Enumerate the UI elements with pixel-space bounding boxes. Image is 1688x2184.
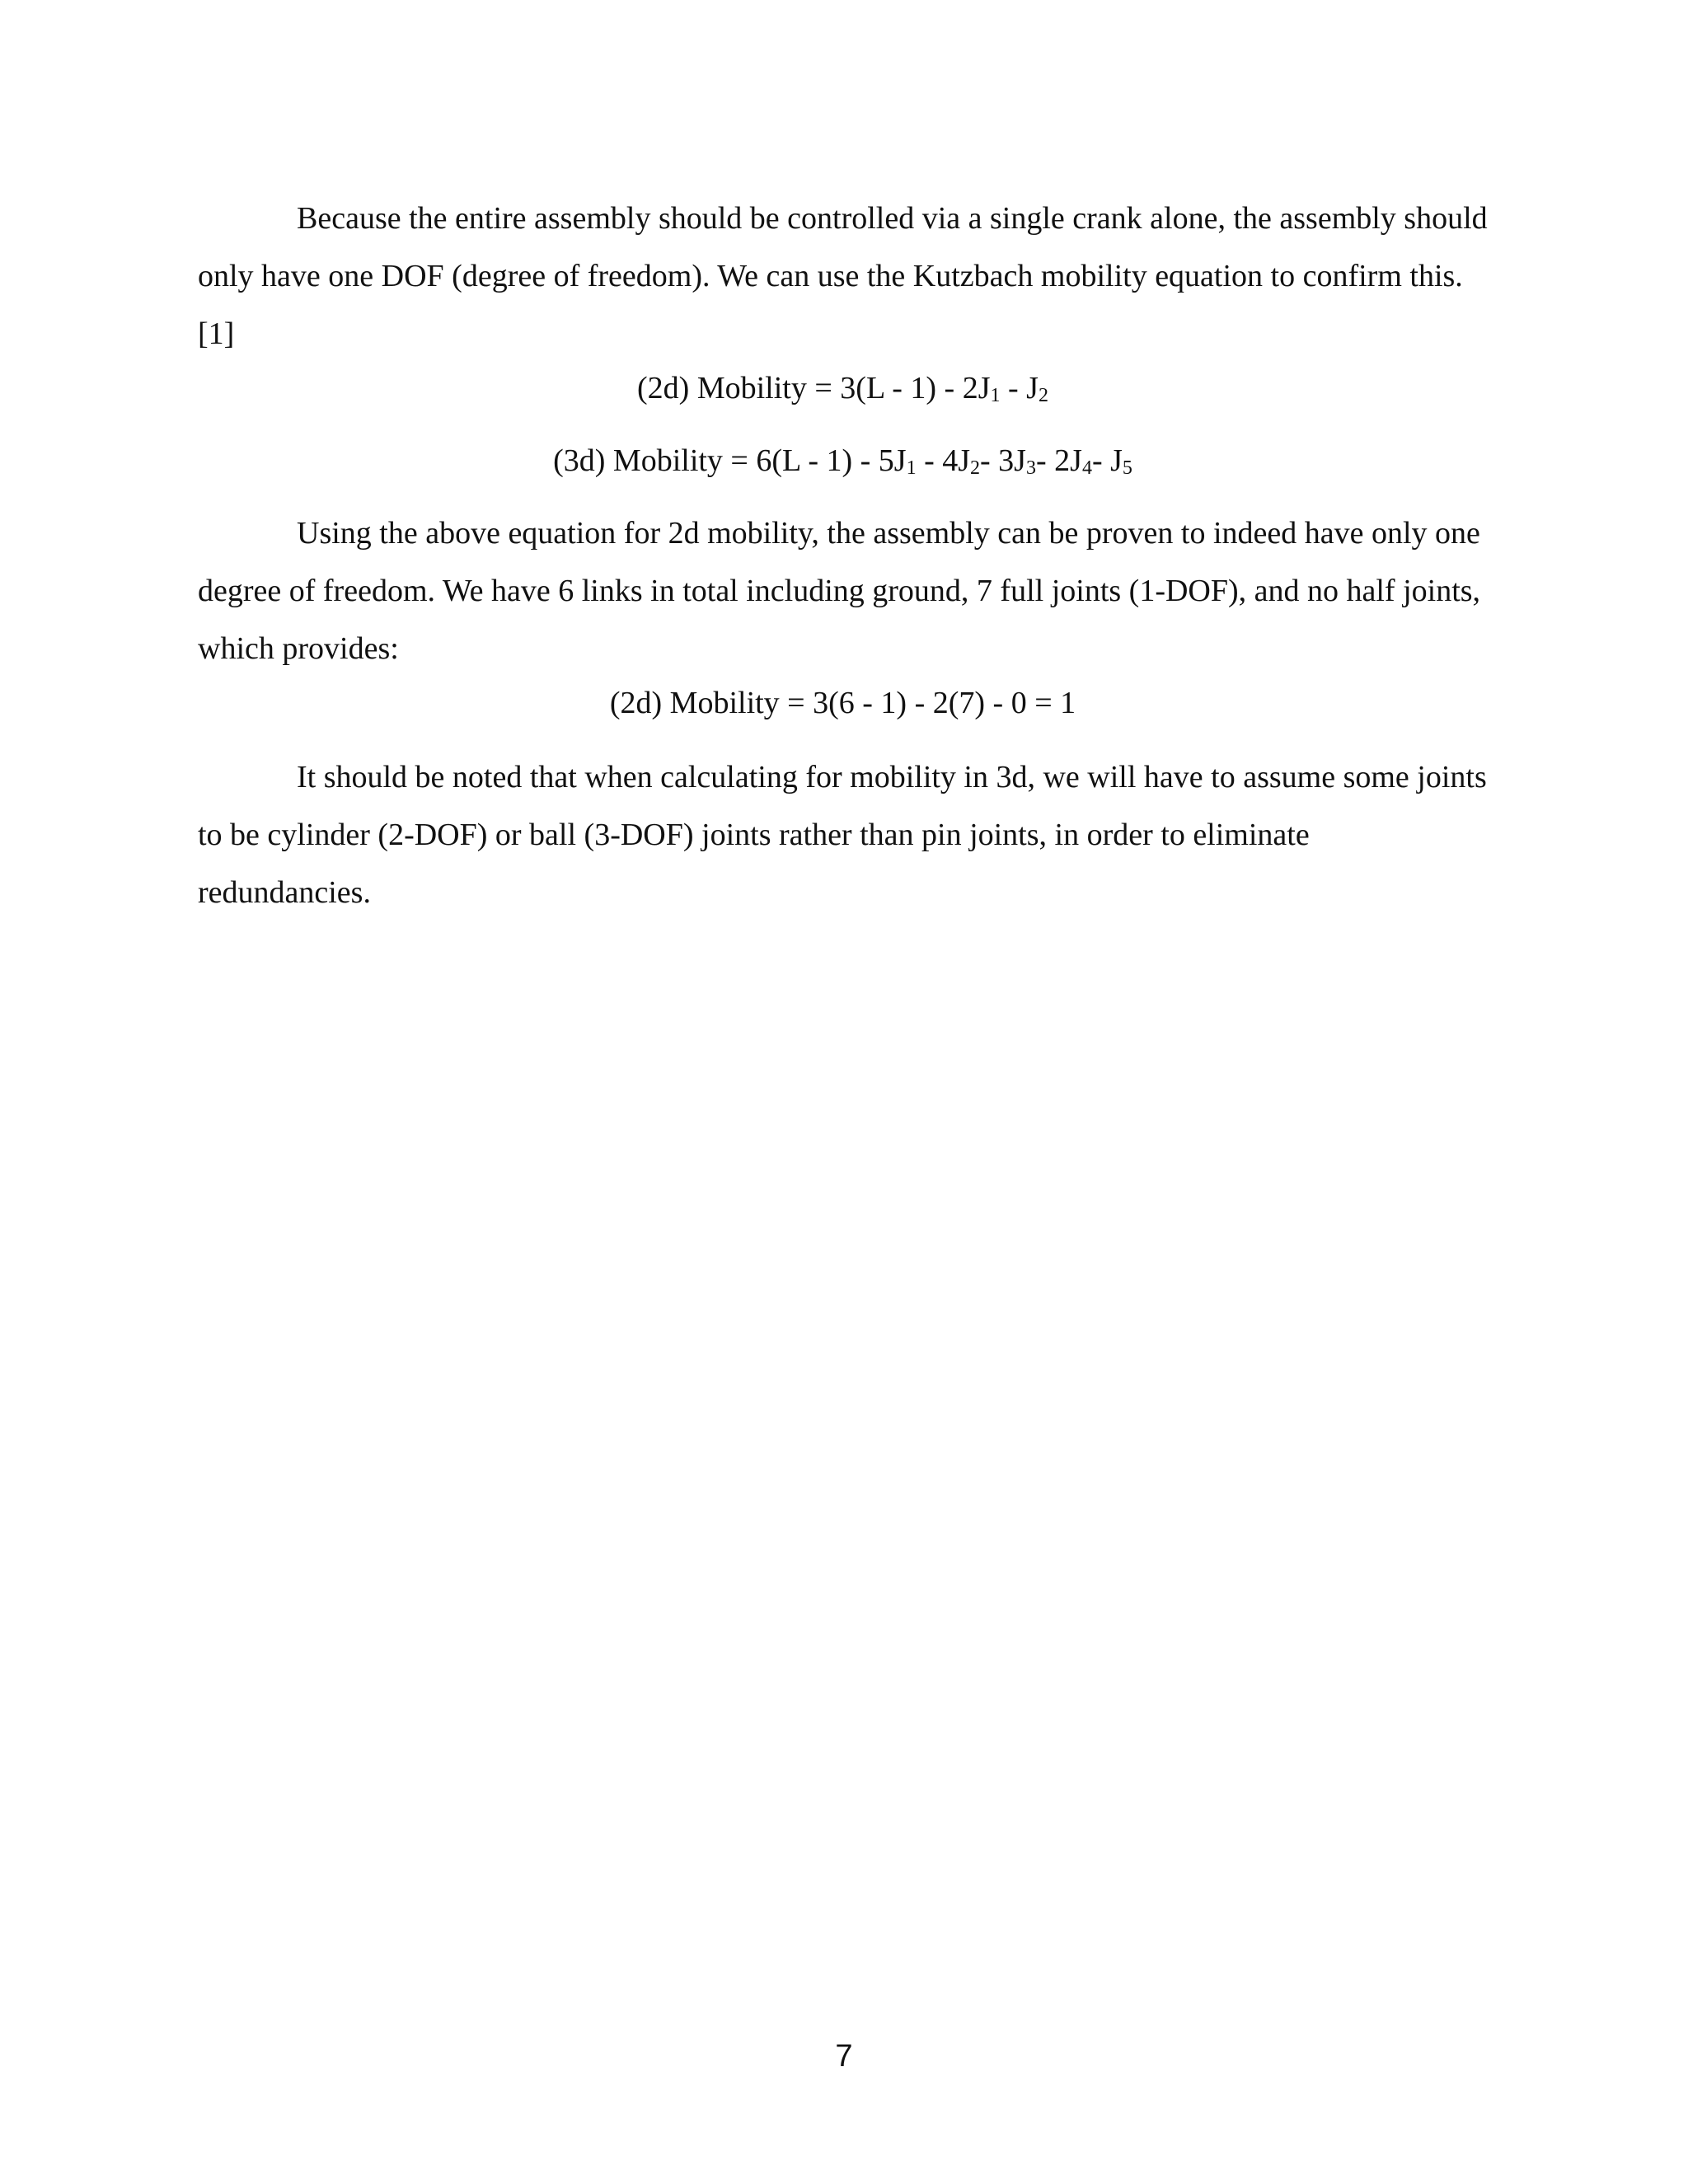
equation-2d-mobility-result: (2d) Mobility = 3(6 - 1) - 2(7) - 0 = 1 xyxy=(609,686,1076,720)
paragraph-intro xyxy=(198,190,1488,363)
equation-3d-sub2: 2 xyxy=(970,457,981,479)
paragraph-proof-text: Using the above equation for 2d mobility, the assembly can be proven to indeed have only one degree of freedom. We have 6 links in total including ground, 7 full joints (1-DOF), and no half joints, which provides: xyxy=(198,516,1481,666)
paragraph-note-text: It should be noted that when calculating for mobility in 3d, we will have to assume some joints to be cylinder (2-DOF) or ball (3-DOF) joints rather than pin joints, in order to eliminate redundancies. xyxy=(198,760,1487,910)
equation-3d-mid4: - J xyxy=(1091,443,1123,478)
equation-3d-mid3: - 2J xyxy=(1035,443,1082,478)
page-number: 7 xyxy=(835,2039,853,2074)
equation-3d-mobility xyxy=(198,440,1488,481)
equation-2d-mobility xyxy=(198,368,1488,409)
equation-2d-sub1: 1 xyxy=(990,385,1001,406)
equation-3d-sub5: 5 xyxy=(1122,457,1132,479)
equation-3d-sub1: 1 xyxy=(906,457,917,479)
equation-3d-mid1: - 4J xyxy=(916,443,971,478)
equation-3d-sub4: 4 xyxy=(1081,457,1092,479)
equation-3d-lead: (3d) Mobility = 6(L - 1) - 5J xyxy=(553,443,907,478)
equation-2d-lead: (2d) Mobility = 3(L - 1) - 2J xyxy=(637,371,991,405)
equation-3d-sub3: 3 xyxy=(1025,457,1036,479)
paragraph-intro-text: Because the entire assembly should be controlled via a single crank alone, the assembly should only have one DOF (degree of freedom). We can use the Kutzbach mobility equation to confirm this. [1] xyxy=(198,201,1488,351)
equation-2d-mid: - J xyxy=(1000,371,1039,405)
equation-3d-mid2: - 3J xyxy=(980,443,1026,478)
paragraph-proof xyxy=(198,504,1488,677)
paragraph-note xyxy=(198,748,1488,921)
equation-2d-sub2: 2 xyxy=(1038,385,1048,406)
